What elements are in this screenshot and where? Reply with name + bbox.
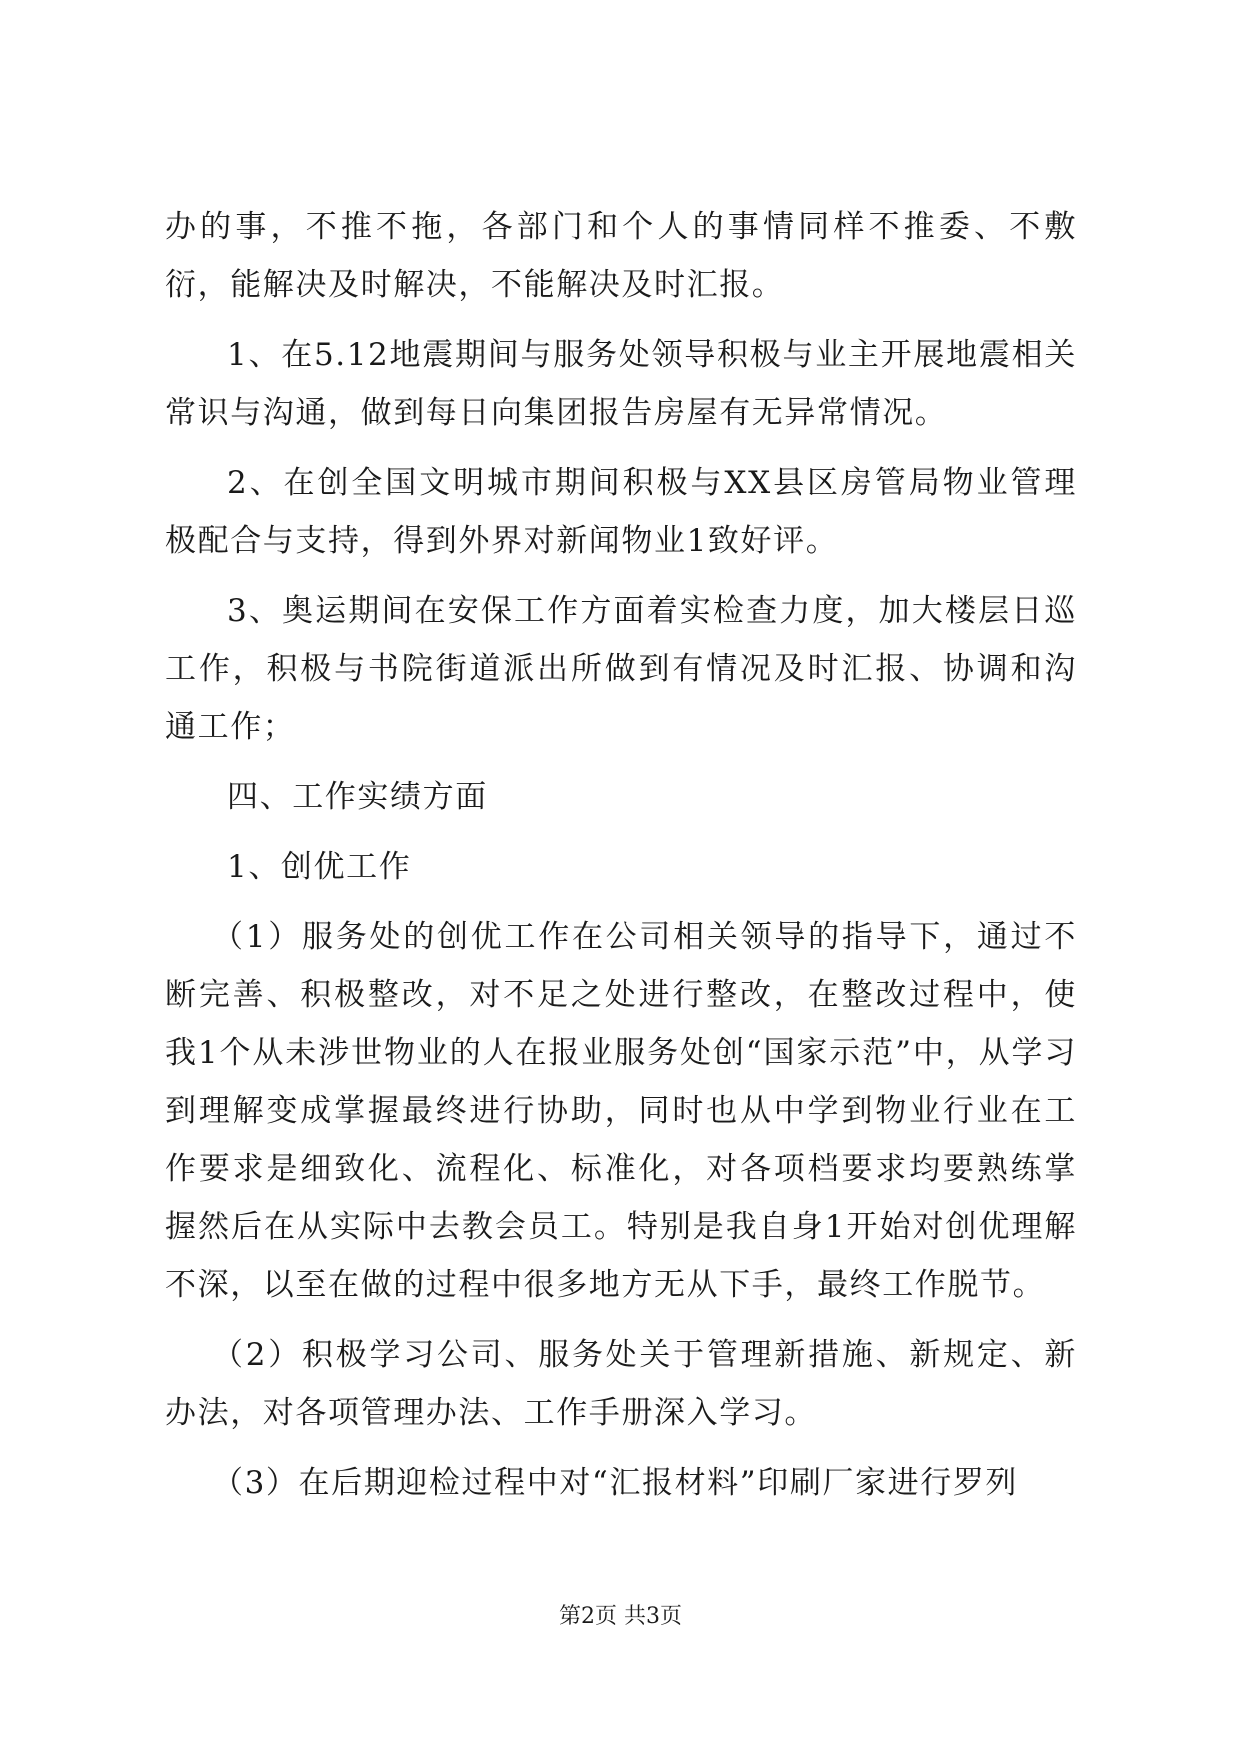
paragraph: （3）在后期迎检过程中对“汇报材料”印刷厂家进行罗列 xyxy=(212,1465,1019,1501)
paragraph: 办的事，不推不拖，各部门和个人的事情同样不推委、不敷衍，能解决及时解决，不能解决及时汇报。 xyxy=(165,209,1077,303)
paragraph-gap xyxy=(165,826,1077,838)
paragraph-gap xyxy=(165,896,1077,908)
paragraph: 1、在5.12地震期间与服务处领导积极与业主开展地震相关常识与沟通，做到每日向集团报告房屋有无异常情况。 xyxy=(165,337,1077,431)
paragraph: （2）积极学习公司、服务处关于管理新措施、新规定、新办法，对各项管理办法、工作手册深入学习。 xyxy=(165,1337,1077,1431)
paragraph-gap xyxy=(165,570,1077,582)
paragraph-gap xyxy=(165,442,1077,454)
paragraph: 3、奥运期间在安保工作方面着实检查力度，加大楼层日巡工作，积极与书院街道派出所做到有情况及时汇报、协调和沟通工作； xyxy=(165,593,1077,745)
paragraph-gap xyxy=(165,1314,1077,1326)
page-number-footer: 第2页 共3页 xyxy=(559,1604,682,1629)
paragraph-gap xyxy=(165,314,1077,326)
paragraph-gap xyxy=(165,1442,1077,1454)
paragraph-gap xyxy=(165,756,1077,768)
paragraph: （1）服务处的创优工作在公司相关领导的指导下，通过不断完善、积极整改，对不足之处进行整改，在整改过程中，使我1个从未涉世物业的人在报业服务处创“国家示范”中，从学习到理解变成掌握最终进行协助，同时也从中学到物业行业在工作要求是细致化、流程化、标准化，对各项档要求均要熟练掌握然后在从实际中去教会员工。特别是我自身1开始对创优理解不深，以至在做的过程中很多地方无从下手，最终工作脱节。 xyxy=(165,919,1077,1303)
document-body xyxy=(165,198,1077,1512)
subsection-heading: 1、创优工作 xyxy=(227,849,412,885)
section-heading: 四、工作实绩方面 xyxy=(227,779,488,815)
paragraph: 2、在创全国文明城市期间积极与XX县区房管局物业管理极配合与支持，得到外界对新闻物业1致好评。 xyxy=(165,465,1077,559)
